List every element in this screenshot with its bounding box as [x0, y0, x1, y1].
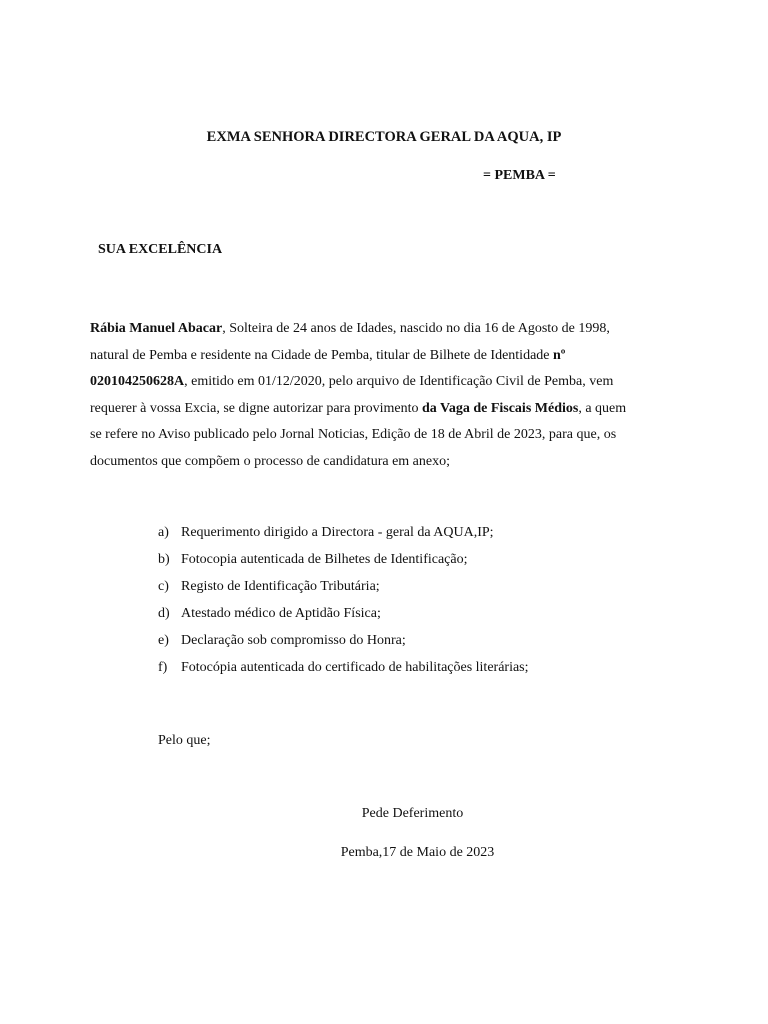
petition-text: Pede Deferimento — [361, 806, 464, 821]
emphasized-text: da Vaga de Fiscais Médios — [421, 400, 579, 416]
paragraph-text: , emitido em 01/12/2020, pelo arquivo de Identificação Civil de Pemba, vem — [184, 374, 614, 390]
closing-phrase: Pelo que; — [158, 733, 211, 748]
document-item — [158, 576, 529, 603]
paragraph-text: requerer à vossa Excia, se digne autorizar para provimento — [90, 400, 422, 416]
document-item — [158, 657, 529, 684]
paragraph-text: , Solteira de 24 anos de Idades, nascido no dia 16 de Agosto de 1998, — [222, 321, 610, 336]
addressee-title: EXMA SENHORA DIRECTORA GERAL DA AQUA, IP — [206, 129, 562, 145]
document-item — [158, 549, 529, 576]
attached-documents-list — [158, 522, 529, 684]
salutation: SUA EXCELÊNCIA — [98, 242, 223, 257]
paragraph-text: , a quem — [578, 400, 627, 416]
paragraph-line — [90, 343, 680, 370]
emphasized-text: 020104250628A — [90, 374, 185, 390]
document-item — [158, 630, 529, 657]
paragraph-line — [90, 316, 680, 343]
request-paragraph — [90, 316, 680, 476]
emphasized-text: Rábia Manuel Abacar — [90, 321, 223, 336]
paragraph-line — [90, 422, 680, 449]
list-marker: e) — [158, 633, 169, 648]
list-marker: f) — [158, 660, 168, 675]
list-marker: c) — [158, 579, 169, 594]
addressee-location: = PEMBA = — [483, 168, 556, 183]
paragraph-text: natural de Pemba e residente na Cidade de Pemba, titular de Bilhete de Identidade — [90, 347, 553, 363]
paragraph-line — [90, 369, 680, 396]
paragraph-line — [90, 449, 680, 476]
document-item-text: Registo de Identificação Tributária; — [181, 579, 380, 594]
document-item — [158, 603, 529, 630]
emphasized-text: nº — [553, 347, 566, 363]
list-marker: a) — [158, 525, 169, 540]
place-date: Pemba,17 de Maio de 2023 — [340, 845, 495, 860]
list-marker: d) — [158, 606, 170, 621]
list-marker: b) — [158, 552, 170, 567]
document-item-text: Requerimento dirigido a Directora - geral da AQUA,IP; — [181, 525, 494, 540]
document-item-text: Fotocópia autenticada do certificado de habilitações literárias; — [181, 660, 529, 675]
paragraph-text: se refere no Aviso publicado pelo Jornal Noticias, Edição de 18 de Abril de 2023, para que, os — [90, 427, 617, 443]
document-item — [158, 522, 529, 549]
document-item-text: Declaração sob compromisso do Honra; — [181, 633, 406, 648]
document-item-text: Atestado médico de Aptidão Física; — [181, 606, 381, 621]
document-item-text: Fotocopia autenticada de Bilhetes de Identificação; — [181, 552, 468, 567]
paragraph-line — [90, 396, 680, 423]
paragraph-text: documentos que compõem o processo de candidatura em anexo; — [90, 453, 450, 469]
